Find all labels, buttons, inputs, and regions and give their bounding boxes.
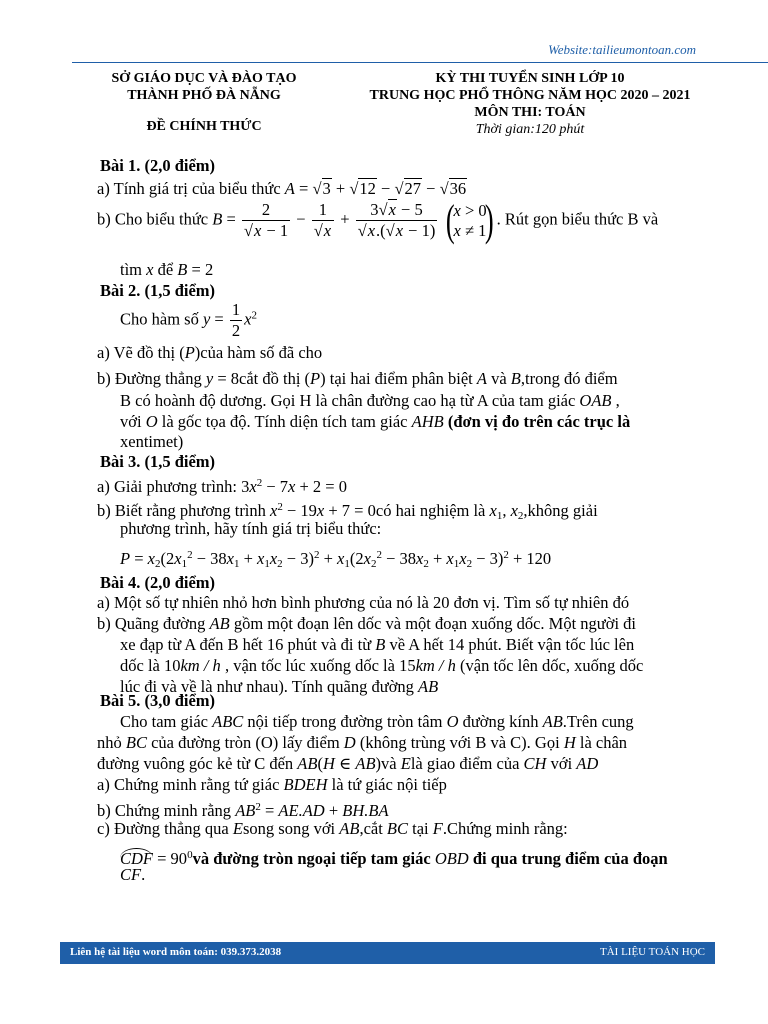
b4-b-l3: dốc là 10km / h , vận tốc lúc xuống dốc là 15km / h (vận tốc lên dốc, xuống dốc xyxy=(120,656,644,675)
b4-a: a) Một số tự nhiên nhỏ hơn bình phương của nó là 20 đơn vị. Tìm số tự nhiên đó xyxy=(97,593,630,612)
school-year: TRUNG HỌC PHỔ THÔNG NĂM HỌC 2020 – 2021 xyxy=(369,88,691,103)
b5-c-l2: CDF = $90^0và$ đường tròn ngoại tiếp tam giác OBD đi qua trung điểm của đoạn xyxy=(120,849,668,868)
header-left xyxy=(84,70,324,135)
footer-bar xyxy=(60,942,715,964)
b1-b-line2: tìm x để B = 2 xyxy=(120,260,214,279)
b3-b-l1: b) Biết rằng phương trình $x^2 - 19x + 7$ = 0có hai nghiệm là $x_1$, $x_2,không$ giải xyxy=(97,501,598,522)
b5-c-l3: CF. xyxy=(120,865,146,884)
footer-contact: Liên hệ tài liệu word môn toán: 039.373.2038 xyxy=(70,946,282,958)
header-divider xyxy=(72,62,768,63)
subject: MÔN THI: TOÁN xyxy=(474,105,586,120)
city-name: THÀNH PHỐ ĐÀ NẴNG xyxy=(127,88,281,103)
b5-a: a) Chứng minh rằng tứ giác BDEH là tứ giác nội tiếp xyxy=(97,775,447,794)
b2-b-l4: xentimet) xyxy=(120,432,184,451)
b5-b: b) Chứng minh rằng $AB^2 = AE.AD + BH.BA$ xyxy=(97,801,389,820)
b5-p1: Cho tam giác ABC nội tiếp trong đường tròn tâm O đường kính AB.Trên cung xyxy=(120,712,634,731)
b1-b: b) Cho biểu thức B = $\frac{2}{√x - 1}$ − $\frac{1}{√x}$ + $\frac{3√x - 5}{√x.(√x - 1)}$ ( x > 0 x ≠ 1 ). Rút gọn biểu thức B và xyxy=(97,200,658,241)
b4-b-l4: lúc đi và về là như nhau). Tính quãng đường AB xyxy=(120,677,439,696)
b3-title: Bài 3. (1,5 điểm) xyxy=(100,452,216,471)
b2-intro: Cho hàm số y = $\frac{1}{2}$ $x^2$ xyxy=(120,300,257,340)
b2-a: a) Vẽ đồ thị (P)của hàm số đã cho xyxy=(97,343,323,362)
b4-b-l1: b) Quãng đường AB gồm một đoạn lên dốc và một đoạn xuống dốc. Một người đi xyxy=(97,614,636,633)
b2-title: Bài 2. (1,5 điểm) xyxy=(100,281,216,300)
b2-b-l3: với O là gốc tọa độ. Tính diện tích tam giác AHB (đơn vị đo trên các trục là xyxy=(120,412,631,431)
dept-name: SỞ GIÁO DỤC VÀ ĐÀO TẠO xyxy=(111,71,297,86)
b3-expression: $P = x_2(2x_1^2 - 38x_1 + x_1x_2 - 3)^2 + x_1(2x_2^2 - 38x_2 + x_1x_2 - 3)^2 + 120$ xyxy=(120,549,552,570)
b3-a: a) Giải phương trình: $3x^2 - 7x + 2 = 0$ xyxy=(97,477,347,496)
b2-b-l1: b) Đường thẳng y = 8cắt đồ thị (P) tại hai điểm phân biệt A và B,trong đó điểm xyxy=(97,369,618,388)
official-label: ĐỀ CHÍNH THỨC xyxy=(146,119,262,134)
b1-title: Bài 1. (2,0 điểm) xyxy=(100,156,216,175)
b5-title: Bài 5. (3,0 điểm) xyxy=(100,691,216,710)
header-right xyxy=(330,70,730,138)
b4-title: Bài 4. (2,0 điểm) xyxy=(100,573,216,592)
b5-c-l1: c) Đường thẳng qua Esong song với AB,cắt BC tại F.Chứng minh rằng: xyxy=(97,819,568,838)
website-label: Website:tailieumontoan.com xyxy=(548,42,696,57)
exam-title: KỲ THI TUYỂN SINH LỚP 10 xyxy=(435,71,625,86)
footer-brand: TÀI LIỆU TOÁN HỌC xyxy=(600,946,705,958)
b1-a: a) Tính giá trị của biểu thức A = √3 + √12 − √27 − √36 xyxy=(97,179,467,198)
b5-p2: nhỏ BC của đường tròn (O) lấy điểm D (không trùng với B và C). Gọi H là chân xyxy=(97,733,628,752)
b3-b-l2: phương trình, hãy tính giá trị biểu thức: xyxy=(120,519,382,538)
b5-p3: đường vuông góc kẻ từ C đến AB(H ∈ AB)và Elà giao điểm của CH với AD xyxy=(97,754,599,773)
exam-time: Thời gian:120 phút xyxy=(475,122,585,137)
b4-b-l2: xe đạp từ A đến B hết 16 phút và đi từ B về A hết 14 phút. Biết vận tốc lúc lên xyxy=(120,635,635,654)
b2-b-l2: B có hoành độ dương. Gọi H là chân đường cao hạ từ A của tam giác OAB , xyxy=(120,391,620,410)
